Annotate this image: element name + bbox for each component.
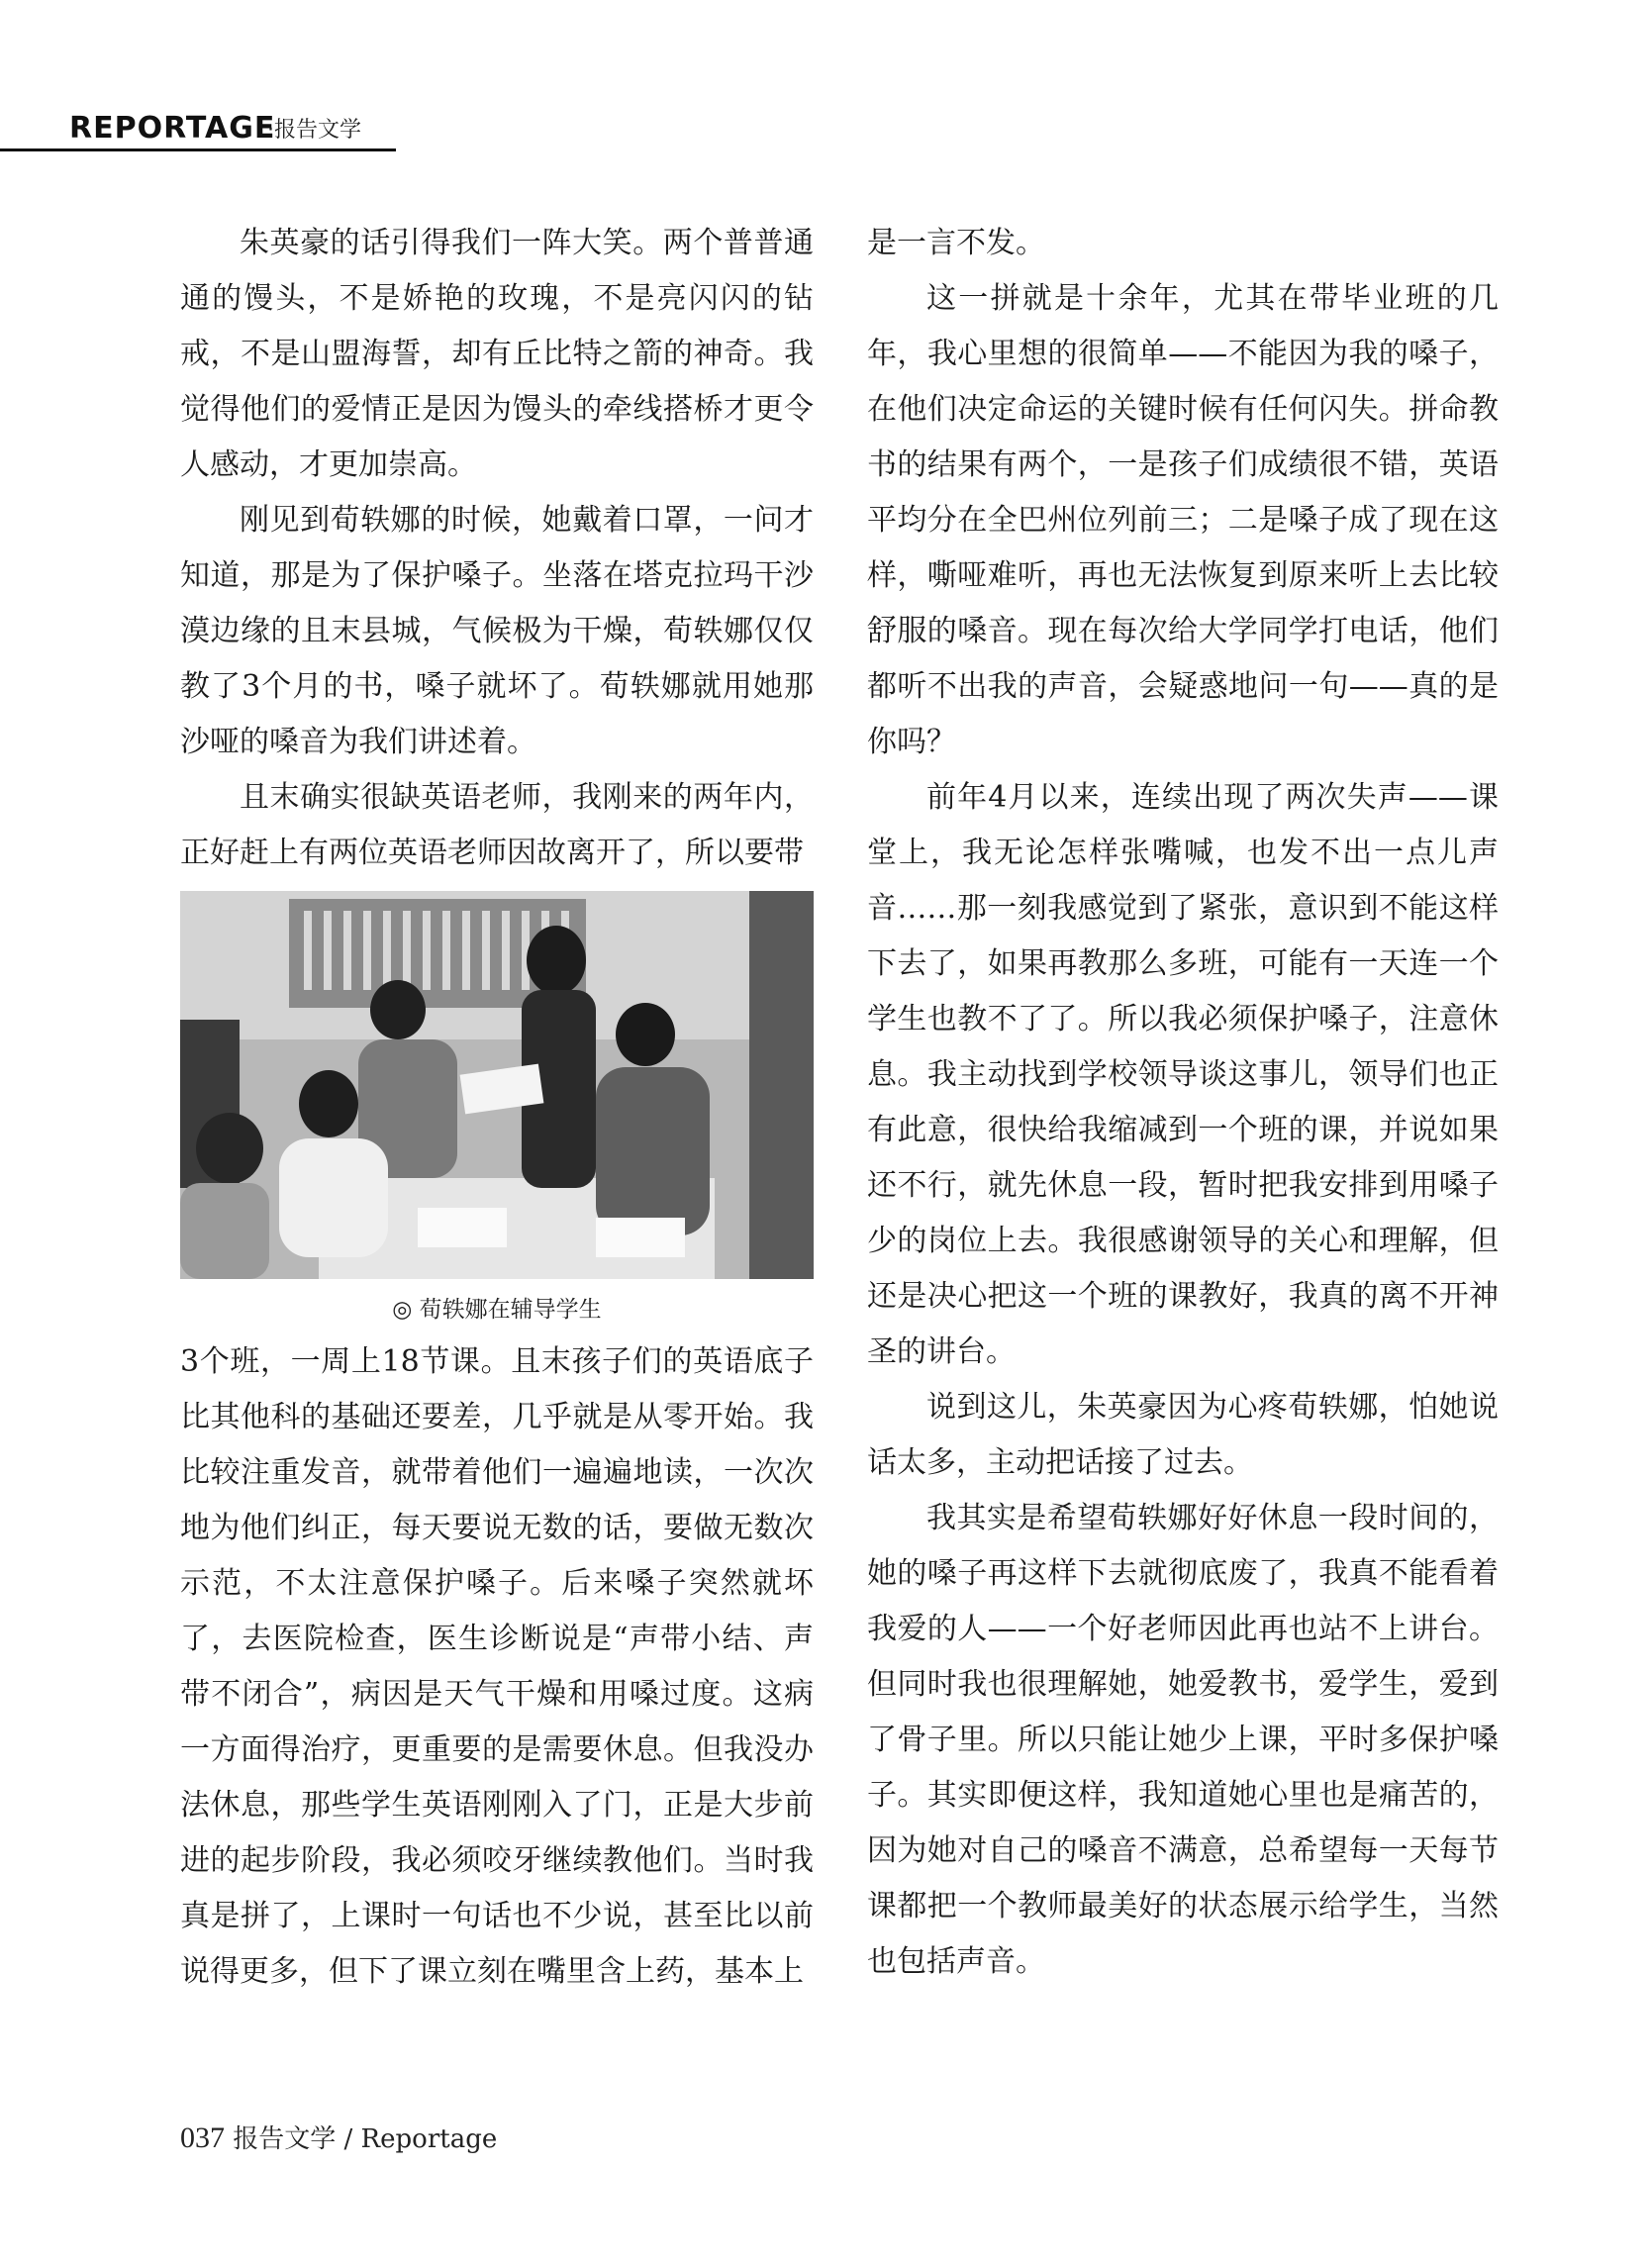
paragraph: 3个班，一周上18节课。且末孩子们的英语底子比其他科的基础还要差，几乎就是从零开始。我比较注重发音，就带着他们一遍遍地读，一次次地为他们纠正，每天要说无数的话，要做无数次示范，不太注意保护嗓子。后来嗓子突然就坏了，去医院检查，医生诊断说是“声带小结、声带不闭合”，病因是天气干燥和用嗓过度。这病一方面得治疗，更重要的是需要休息。但我没办法休息，那些学生英语刚刚入了门，正是大步前进的起步阶段，我必须咬牙继续教他们。当时我真是拼了，上课时一句话也不少说，甚至比以前说得更多，但下了课立刻在嘴里含上药，基本上 [180, 1344, 814, 1989]
paragraph: 刚见到荀轶娜的时候，她戴着口罩，一问才知道，那是为了保护嗓子。坐落在塔克拉玛干沙漠边缘的且末县城，气候极为干燥，荀轶娜仅仅教了3个月的书，嗓子就坏了。荀轶娜就用她那沙哑的嗓音为我们讲述着。 [180, 503, 814, 759]
right-column [867, 216, 1499, 1990]
photo-caption: ◎ 荀轶娜在辅导学生 [392, 1297, 602, 1323]
paragraph: 前年4月以来，连续出现了两次失声——课堂上，我无论怎样张嘴喊，也发不出一点儿声音……那一刻我感觉到了紧张，意识到不能这样下去了，如果再教那么多班，可能有一天连一个学生也教不了了。所以我必须保护嗓子，注意休息。我主动找到学校领导谈这事儿，领导们也正有此意，很快给我缩减到一个班的课，并说如果还不行，就先休息一段，暂时把我安排到用嗓子少的岗位上去。我很感谢领导的关心和理解，但还是决心把这一个班的课教好，我真的离不开神圣的讲台。 [867, 780, 1499, 1369]
classroom-photo [180, 891, 814, 1279]
page-number: 037 [180, 2121, 225, 2154]
paragraph: 是一言不发。 [867, 226, 1045, 260]
running-header [0, 111, 396, 150]
magazine-brand: REPORTAGE [69, 111, 276, 146]
paragraph: 我其实是希望荀轶娜好好休息一段时间的，她的嗓子再这样下去就彻底废了，我真不能看着我爱的人——一个好老师因此再也站不上讲台。但同时我也很理解她，她爱教书，爱学生，爱到了骨子里。所以只能让她少上课，平时多保护嗓子。其实即便这样，我知道她心里也是痛苦的，因为她对自己的嗓音不满意，总希望每一天每节课都把一个教师最美好的状态展示给学生，当然也包括声音。 [867, 1501, 1499, 1979]
section-label: ·报告文学 [267, 118, 361, 143]
left-column [180, 216, 814, 2000]
paragraph: 朱英豪的话引得我们一阵大笑。两个普普通通的馒头，不是娇艳的玫瑰，不是亮闪闪的钻戒，不是山盟海誓，却有丘比特之箭的神奇。我觉得他们的爱情正是因为馒头的牵线搭桥才更令人感动，才更加崇高。 [180, 226, 814, 482]
footer-publication: 报告文学 / Reportage [233, 2124, 498, 2154]
paragraph: 说到这儿，朱英豪因为心疼荀轶娜，怕她说话太多，主动把话接了过去。 [867, 1390, 1499, 1480]
paragraph: 这一拼就是十余年，尤其在带毕业班的几年，我心里想的很简单——不能因为我的嗓子，在他们决定命运的关键时候有任何闪失。拼命教书的结果有两个，一是孩子们成绩很不错，英语平均分在全巴州位列前三；二是嗓子成了现在这样，嘶哑难听，再也无法恢复到原来听上去比较舒服的嗓音。现在每次给大学同学打电话，他们都听不出我的声音，会疑惑地问一句——真的是你吗？ [867, 281, 1499, 759]
paragraph: 且末确实很缺英语老师，我刚来的两年内，正好赶上有两位英语老师因故离开了，所以要带 [180, 780, 814, 870]
header-rule [0, 148, 396, 151]
page-footer [180, 2119, 497, 2155]
